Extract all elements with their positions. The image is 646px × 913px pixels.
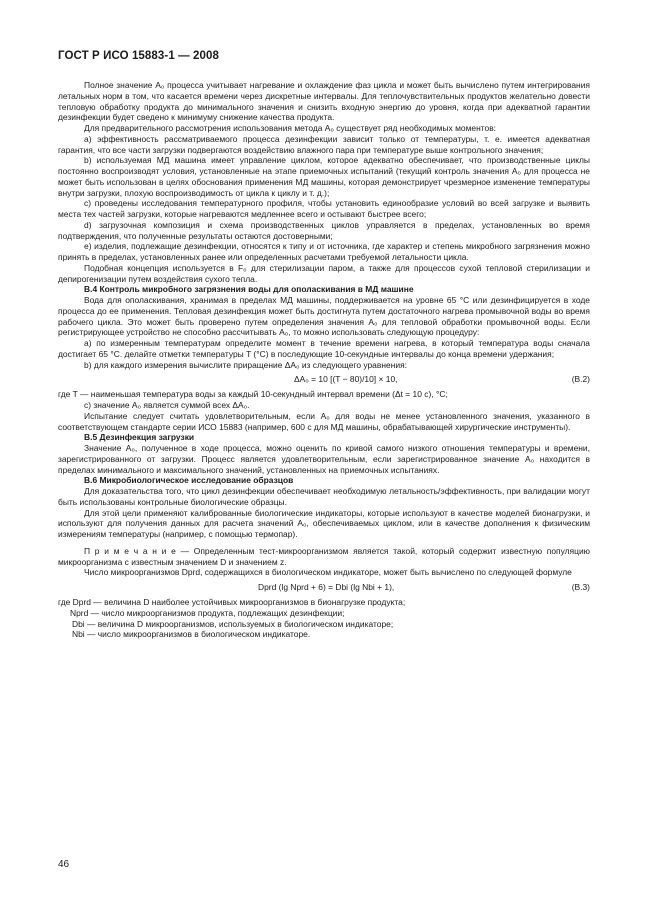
list-item: d) загрузочная композиция и схема производственных циклов управляется в пределах, установленных во время подтверждения, что полученные результаты остаются достоверными; xyxy=(58,219,590,241)
formula-number: (В.3) xyxy=(571,582,590,592)
definitions-list xyxy=(58,597,590,640)
paragraph: Подобная концепция используется в F₀ для стерилизации паром, а также для процессов сухой тепловой стерилизации и депирогенизации путем воздействия сухого тепла. xyxy=(58,262,590,284)
formula-text: Dprd (lg Nprd + 6) = Dbi (lg Nbi + 1), xyxy=(258,582,395,592)
definition: Dbi — величина D микроорганизмов, используемых в биологическом индикаторе; xyxy=(72,618,394,629)
paragraph: Число микроорганизмов Dprd, содержащихся в биологическом индикаторе, может быть вычислено по следующей формуле xyxy=(84,567,572,578)
list-item: а) по измеренным температурам определите момент в течение времени нагрева, в который температура воды сначала достигает 65 °С. делайте отметки температуры T (°С) в последующие 10-секундные интервалы до конца времени удержания; xyxy=(58,338,590,359)
definition: где Dprd — величина D наиболее устойчивых микроорганизмов в бионагрузке продукта; xyxy=(58,597,406,607)
formula-number: (В.2) xyxy=(571,374,590,385)
definition: Nprd — число микроорганизмов продукта, подлежащих дезинфекции; xyxy=(70,607,345,618)
list-item: b) используемая МД машина имеет управление циклом, которое адекватно обеспечивает, что производственные циклы постоянно воспроизводят условия, установленные на этапе приемочных испытаний (текущий контроль значения A₀ для процесса не может быть использован в целях обоснования применения МД машины, которая демонстрирует чрезмерное изменение температуры внутри загрузки, плохую воспроизводимость от цикла к циклу и т. д.); xyxy=(58,155,590,198)
section-heading: В.6 Микробиологическое исследование образцов xyxy=(84,475,294,486)
list-item: c) проведены исследования температурного профиля, чтобы установить единообразие условий во всей загрузке и выявить места тех частей загрузки, которые нагреваются медленнее всего и остывают быстрее всего; xyxy=(58,198,590,219)
list-item: с) значение A₀ является суммой всех ΔA₀. xyxy=(84,400,250,410)
paragraph: Значение A₀, полученное в ходе процесса, можно оценить по кривой самого низкого отношения температуры и времени, зарегистрированного от загрузки. Процесс является удовлетворительным, если зарегистрированное значение A₀ находится в пределах минимального и максимального значений, установленных на приемочных испытаниях. xyxy=(58,443,590,475)
definition: Nbi — число микроорганизмов в биологическом индикаторе. xyxy=(72,629,311,640)
note-text: — Определенным тест-микроорганизмом является такой, который содержит известную популяцию микроорганизма с известным значением D и значением z. xyxy=(58,545,590,567)
section-heading: В.4 Контроль микробного загрязнения воды для ополаскивания в МД машине xyxy=(84,284,414,295)
section-heading: В.5 Дезинфекция загрузки xyxy=(84,432,195,443)
paragraph: Испытание следует считать удовлетворительным, если A₀ для воды не менее установленного значения, указанного в соответствующем стандарте серии ИСО 15883 (например, 600 с для МД машины, обрабатывающей хирургические инструменты). xyxy=(58,410,590,432)
paragraph: Для доказательства того, что цикл дезинфекции обеспечивает необходимую летальность/эффективность, при валидации могут быть использованы контрольные биологические образцы. xyxy=(58,486,590,507)
note xyxy=(58,546,590,568)
paragraph: где T — наименьшая температура воды за каждый 10-секундный интервал времени (Δt = 10 с), °С; xyxy=(58,389,448,400)
page-header: ГОСТ Р ИСО 15883-1 — 2008 xyxy=(58,50,220,62)
paragraph: Для этой цели применяют калиброванные биологические индикаторы, которые используют в качестве моделей бионагрузки, и используют для получения данных для расчета значений A₀, обеспечиваемых циклом, или в качестве дополнения к физическим измерениям температуры (например, с помощью термопар). xyxy=(58,507,590,539)
list-item: b) для каждого измерения вычислите приращение ΔA₀ из следующего уравнения: xyxy=(84,359,407,370)
formula-text: ΔA₀ = 10 [(T − 80)/10] × 10, xyxy=(294,374,398,385)
list-item: а) эффективность рассматриваемого процесса дезинфекции зависит только от температуры, т. е. имеется адекватная гарантия, что все части загрузки подвергаются воздействию влажного пара при температуре выше контрольного значения; xyxy=(58,133,590,155)
paragraph: Вода для ополаскивания, хранимая в пределах МД машины, поддерживается на уровне 65 °С или дезинфицируется в ходе процесса до ее применения. Тепловая дезинфекция может быть достигнута путем достаточного нагрева промывочной воды во время рабочего цикла. Это может быть проверено путем определения значения A₀ для тепловой обработки промывочной воды. Если регистрирующее устройство не способно рассчитывать A₀, то можно использовать следующую процедуру: xyxy=(58,295,590,338)
paragraph: Для предварительного рассмотрения использования метода A₀ существует ряд необходимых моментов: xyxy=(84,123,497,133)
page-body xyxy=(58,80,590,640)
formula-b3 xyxy=(58,580,590,595)
list-item: е) изделия, подлежащие дезинфекции, относятся к типу и от источника, где характер и степень микробного загрязнения можно принять в пределах, установленных ранее или определенных расчетами требуемой летальности цикла. xyxy=(58,241,590,262)
page-number: 46 xyxy=(58,859,70,870)
note-label: П р и м е ч а н и е xyxy=(84,545,176,556)
formula-b2 xyxy=(58,372,590,387)
paragraph: Полное значение A₀ процесса учитывает нагревание и охлаждение фаз цикла и может быть вычислено путем интегрирования летальных норм в том, что касается времени через дискретные интервалы. Для теплочувствительных продуктов желательно довести тепловую обработку продукта до минимального значения и снизить входную энергию до уровня, когда при адекватной гарантии дезинфекции будет сведено к минимуму снижение качества продукта. xyxy=(58,80,590,123)
